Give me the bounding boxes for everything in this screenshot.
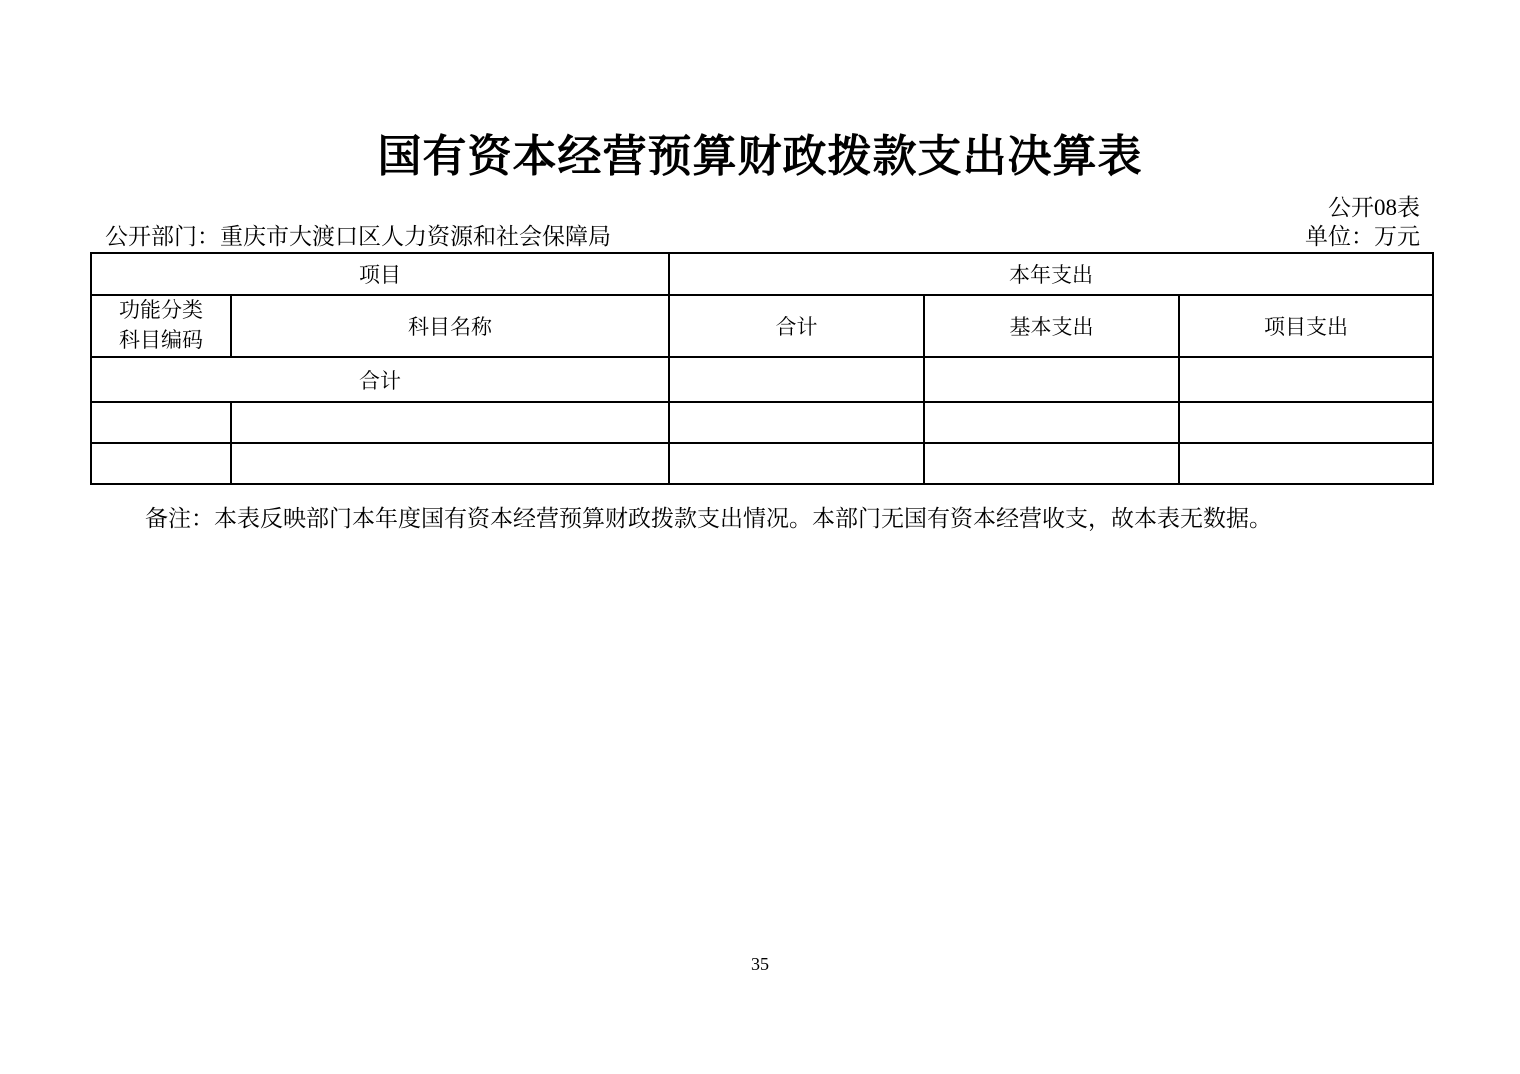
table-row [91, 443, 1433, 484]
total-row-total-cell [669, 357, 924, 402]
row1-name-cell [231, 402, 669, 443]
table-row [91, 402, 1433, 443]
row2-project-cell [1179, 443, 1433, 484]
header-functional-code [91, 295, 231, 357]
row1-basic-cell [924, 402, 1179, 443]
total-row-label: 合计 [91, 357, 669, 402]
unit-label: 单位：万元 [1305, 224, 1420, 249]
header-project-expenditure: 项目支出 [1179, 295, 1433, 357]
row2-total-cell [669, 443, 924, 484]
row1-project-cell [1179, 402, 1433, 443]
row2-code-cell [91, 443, 231, 484]
total-row-basic-cell [924, 357, 1179, 402]
department-label: 公开部门：重庆市大渡口区人力资源和社会保障局 [105, 224, 611, 249]
budget-table [90, 252, 1434, 485]
header-basic-expenditure: 基本支出 [924, 295, 1179, 357]
total-row-project-cell [1179, 357, 1433, 402]
header-functional-code-line1: 功能分类 [119, 299, 203, 322]
page-title: 国有资本经营预算财政拨款支出决算表 [377, 132, 1143, 181]
header-functional-code-line2: 科目编码 [119, 329, 203, 352]
table-header-group-row [91, 253, 1433, 295]
row2-name-cell [231, 443, 669, 484]
row1-total-cell [669, 402, 924, 443]
header-current-year-expenditure-group: 本年支出 [669, 253, 1433, 295]
page-number: 35 [751, 954, 769, 974]
header-project-group: 项目 [91, 253, 669, 295]
header-subject-name: 科目名称 [231, 295, 669, 357]
table-header-row [91, 295, 1433, 357]
row1-code-cell [91, 402, 231, 443]
table-code-label: 公开08表 [1328, 195, 1420, 220]
meta-row [90, 218, 1432, 251]
row2-basic-cell [924, 443, 1179, 484]
remark-note: 备注：本表反映部门本年度国有资本经营预算财政拨款支出情况。本部门无国有资本经营收支，故本表无数据。 [145, 506, 1272, 531]
table-row-total [91, 357, 1433, 402]
header-total: 合计 [669, 295, 924, 357]
